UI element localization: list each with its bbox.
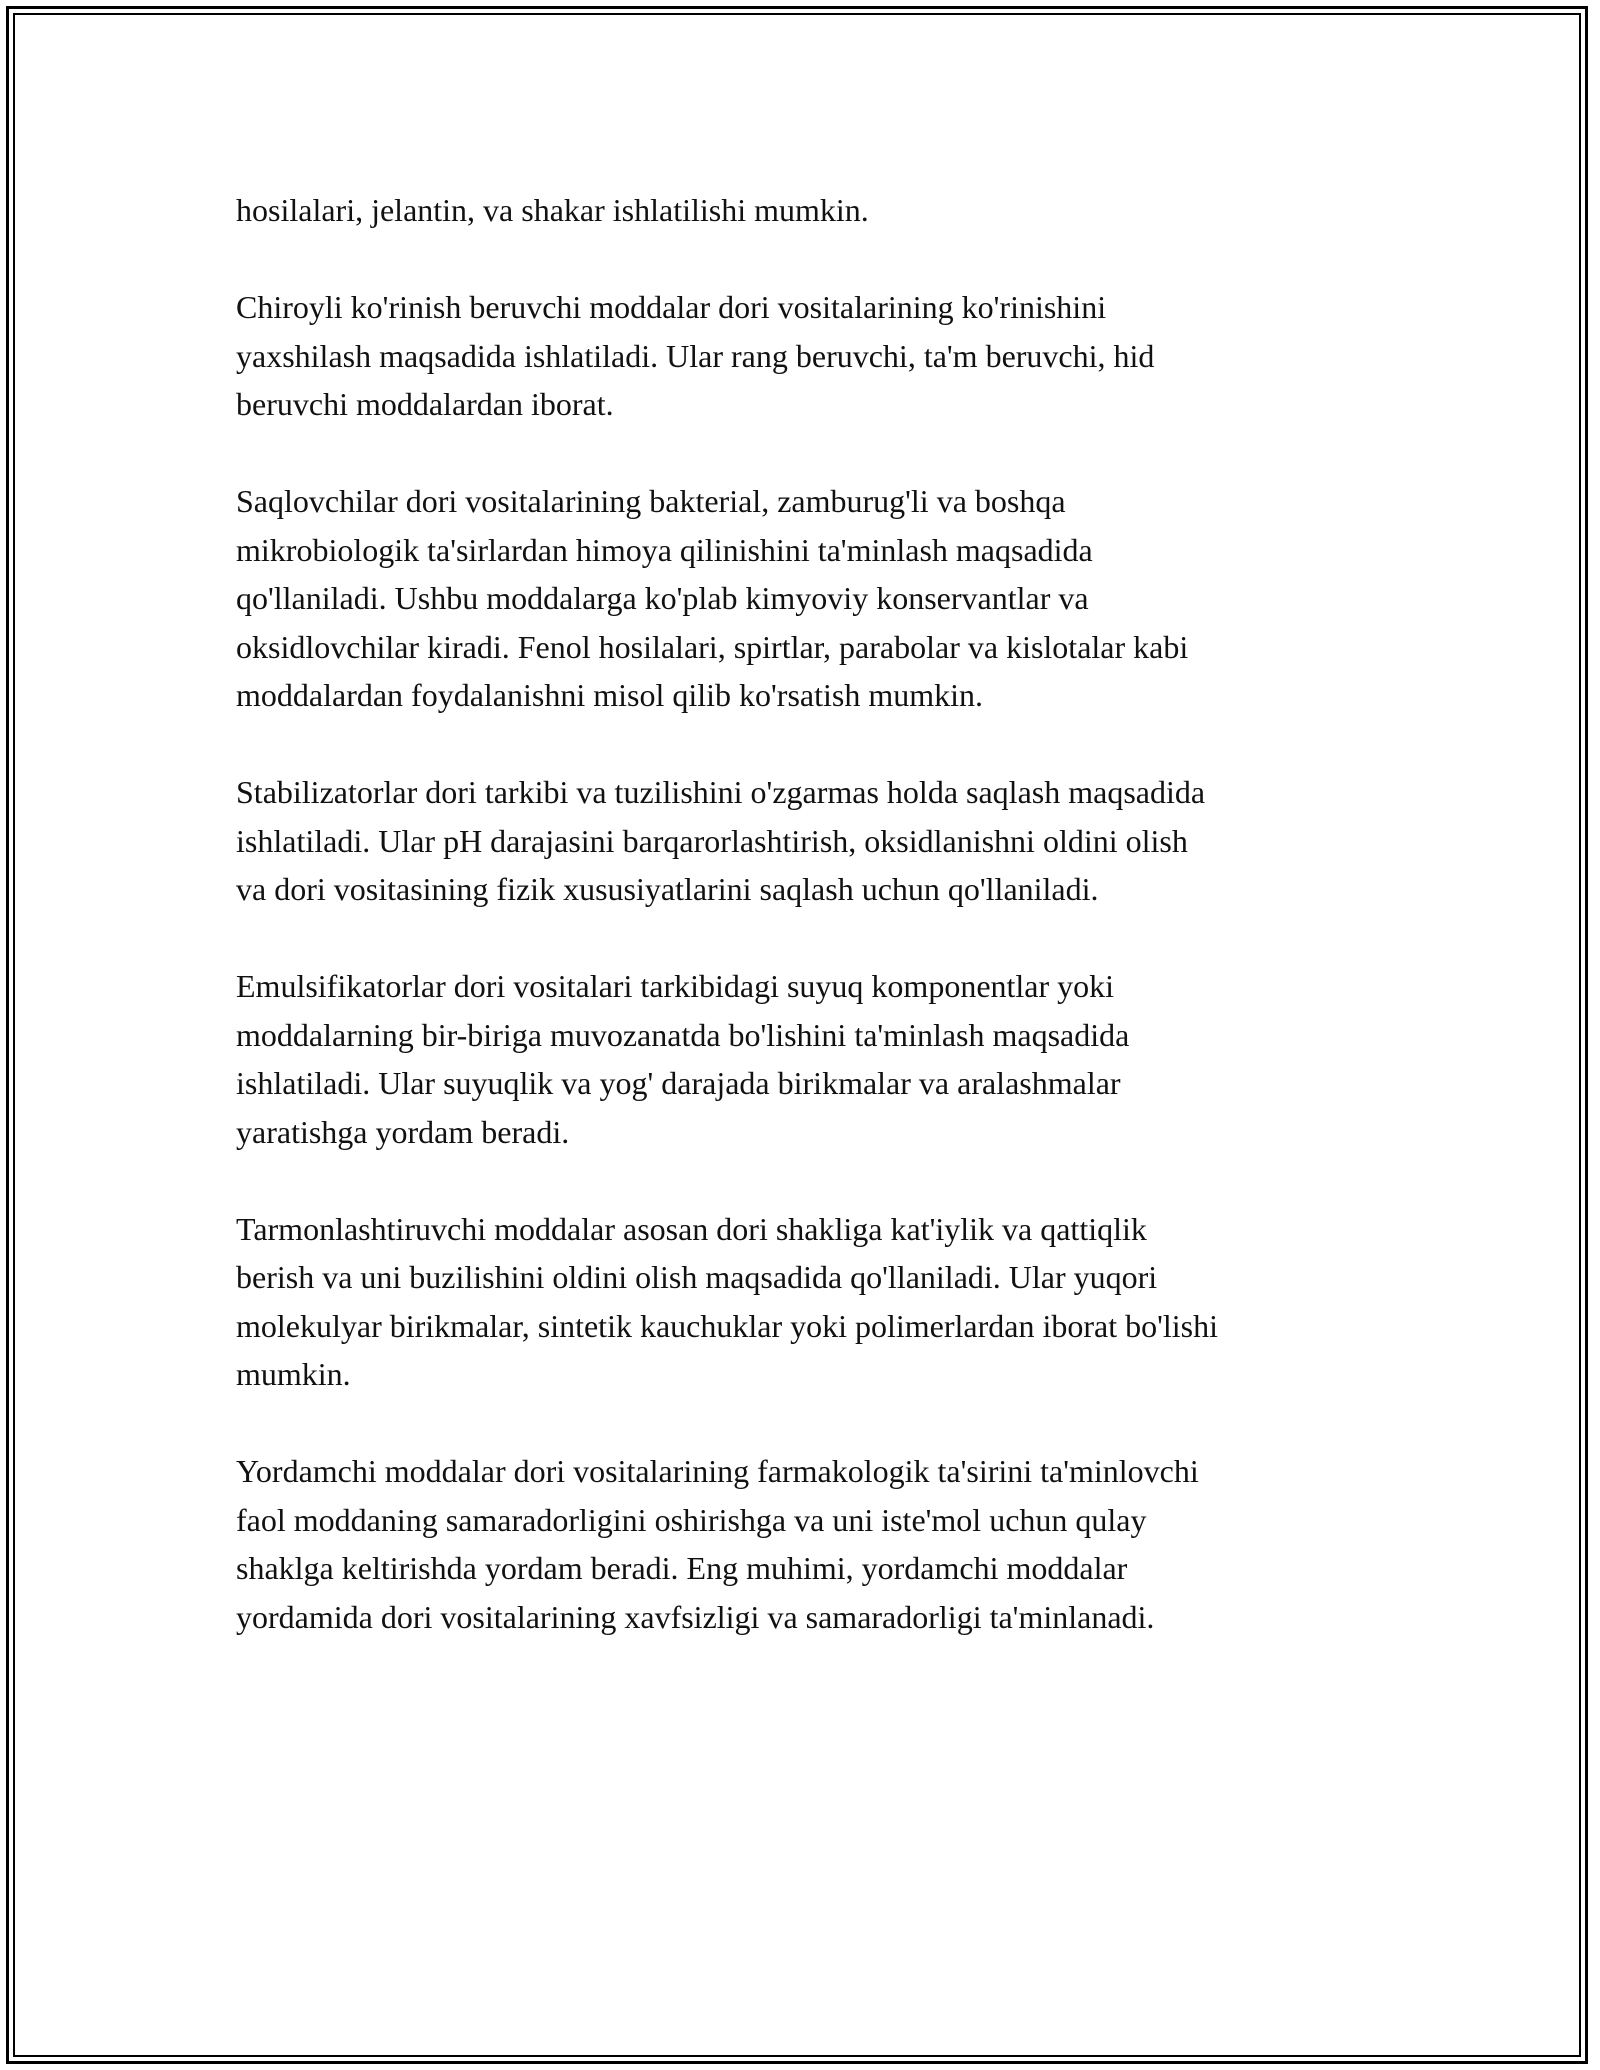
paragraph-continuation: hosilalari, jelantin, va shakar ishlatilishi mumkin. [236, 192, 869, 228]
document-body [236, 186, 1376, 1690]
paragraph-excipients-summary: Yordamchi moddalar dori vositalarining farmakologik ta'sirini ta'minlovchi faol moddaning samaradorligini oshirishga va uni iste'mol uchun qulay shaklga keltirishda yordam beradi. Eng muhimi, yordamchi moddalar yordamida dori vositalarining xavfsizligi va samaradorligi ta'minlanadi. [236, 1453, 1199, 1635]
paragraph-emulsifiers: Emulsifikatorlar dori vositalari tarkibidagi suyuq komponentlar yoki moddalarning bir-biriga muvozanatda bo'lishini ta'minlash maqsadida ishlatiladi. Ular suyuqlik va yog' darajada birikmalar va aralashmalar yaratishga yordam beradi. [236, 968, 1130, 1150]
paragraph-preservatives: Saqlovchilar dori vositalarining bakterial, zamburug'li va boshqa mikrobiologik ta'sirlardan himoya qilinishini ta'minlash maqsadida qo'llaniladi. Ushbu moddalarga ko'plab kimyoviy konservantlar va oksidlovchilar kiradi. Fenol hosilalari, spirtlar, parabolar va kislotalar kabi moddalardan foydalanishni misol qilib ko'rsatish mumkin. [236, 483, 1189, 713]
paragraph-stabilizers: Stabilizatorlar dori tarkibi va tuzilishini o'zgarmas holda saqlash maqsadida ishlatiladi. Ular pH darajasini barqarorlashtirish, oksidlanishni oldini olish va dori vositasining fizik xususiyatlarini saqlash uchun qo'llaniladi. [236, 774, 1206, 907]
paragraph-structuring-agents: Tarmonlashtiruvchi moddalar asosan dori shakliga kat'iylik va qattiqlik berish va uni buzilishini oldini olish maqsadida qo'llaniladi. Ular yuqori molekulyar birikmalar, sintetik kauchuklar yoki polimerlardan iborat bo'lishi mumkin. [236, 1210, 1219, 1392]
paragraph-appearance-agents: Chiroyli ko'rinish beruvchi moddalar dori vositalarining ko'rinishini yaxshilash maqsadida ishlatiladi. Ular rang beruvchi, ta'm beruvchi, hid beruvchi moddalardan iborat. [236, 289, 1155, 422]
